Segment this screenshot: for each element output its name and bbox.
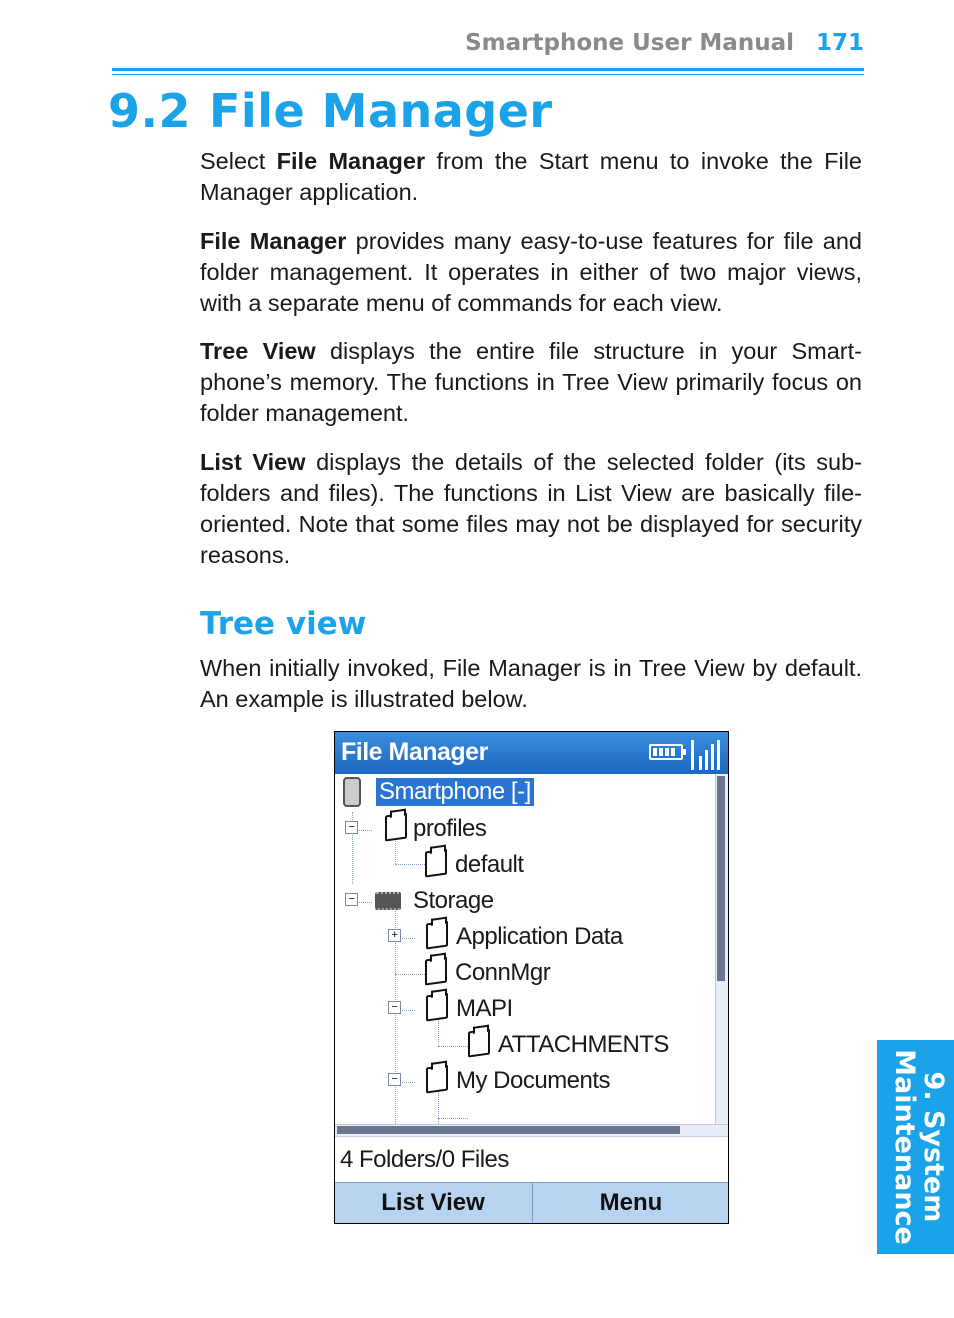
paragraph-file-manager	[200, 226, 862, 319]
phone-icon	[343, 777, 361, 807]
signal-strength-icon	[691, 738, 721, 770]
title-bar	[335, 732, 728, 774]
para-bold: List View	[200, 449, 306, 475]
tree-node-label: ATTACHMENTS	[498, 1031, 669, 1058]
horizontal-scroll-thumb[interactable]	[337, 1126, 680, 1134]
collapse-icon[interactable]: −	[388, 1001, 401, 1014]
folder-icon	[426, 992, 448, 1021]
subsection-title: Tree view	[200, 606, 367, 642]
paragraph-list-view	[200, 447, 862, 571]
tree-node-label: ConnMgr	[455, 959, 551, 986]
app-title: File Manager	[341, 738, 488, 766]
header-rule-thin	[112, 74, 864, 75]
chapter-tab-line1: 9. System	[918, 1071, 949, 1223]
paragraph-intro	[200, 146, 862, 208]
folder-file-count: 4 Folders/0 Files	[340, 1146, 509, 1173]
tree-node-label: Storage	[413, 887, 494, 914]
battery-icon	[649, 744, 683, 760]
tree-node-label: My Documents	[456, 1067, 611, 1094]
para-bold: File Manager	[276, 148, 426, 174]
tree-node-label: Application Data	[456, 923, 623, 950]
vertical-scroll-thumb[interactable]	[717, 776, 725, 981]
folder-icon	[425, 956, 447, 985]
collapse-icon[interactable]: −	[345, 821, 358, 834]
para-text: provides many easy-to-use features for file and folder management. It operates in either of two major views, with a separate menu of commands for each view.	[200, 228, 862, 316]
running-header	[465, 30, 864, 56]
section-number: 9.2	[108, 84, 191, 138]
tree-node-label: Smartphone [-]	[376, 778, 534, 806]
para-bold: Tree View	[200, 338, 316, 364]
folder-tree[interactable]	[335, 774, 715, 1124]
tree-node-label: MAPI	[456, 995, 513, 1022]
chapter-tab-text	[877, 1040, 954, 1254]
paragraph-tree-view-intro: When initially invoked, File Manager is in Tree View by default. An example is illustrated below.	[200, 655, 862, 712]
folder-icon	[468, 1028, 490, 1057]
manual-title: Smartphone User Manual	[465, 30, 794, 56]
tree-node-label: default	[455, 851, 524, 878]
folder-icon	[426, 1064, 448, 1093]
page-number: 171	[815, 30, 864, 56]
collapse-icon[interactable]: −	[345, 893, 358, 906]
collapse-icon[interactable]: −	[388, 1073, 401, 1086]
para-text: displays the details of the selected folder (its sub-folders and files). The functions in List View are basically file-oriented. Note that some files may not be displayed for security reasons.	[200, 449, 863, 568]
section-title-text: File Manager	[209, 84, 553, 138]
para-bold: File Manager	[200, 228, 347, 254]
chapter-tab	[877, 1040, 954, 1254]
folder-icon	[425, 848, 447, 877]
section-title	[108, 84, 553, 138]
para-text: Select	[200, 148, 277, 174]
folder-icon	[426, 920, 448, 949]
tree-node-label: profiles	[413, 815, 487, 842]
status-bar	[335, 1136, 728, 1182]
chapter-tab-line2: Maintenance	[889, 1049, 920, 1245]
expand-icon[interactable]: +	[388, 929, 401, 942]
storage-card-icon	[375, 892, 401, 910]
para-text: from the Start menu to invoke the File Manager application.	[200, 148, 862, 205]
header-rule	[112, 68, 864, 71]
para-text: displays the entire file structure in your Smart-phone’s memory. The functions in Tree View primarily focus on folder management.	[200, 338, 862, 426]
menu-softkey[interactable]: Menu	[532, 1183, 729, 1224]
paragraph-tree-view	[200, 336, 862, 429]
softkey-bar	[335, 1182, 728, 1224]
list-view-softkey[interactable]: List View	[381, 1189, 485, 1216]
folder-icon	[385, 812, 407, 841]
file-manager-screenshot	[334, 731, 729, 1224]
